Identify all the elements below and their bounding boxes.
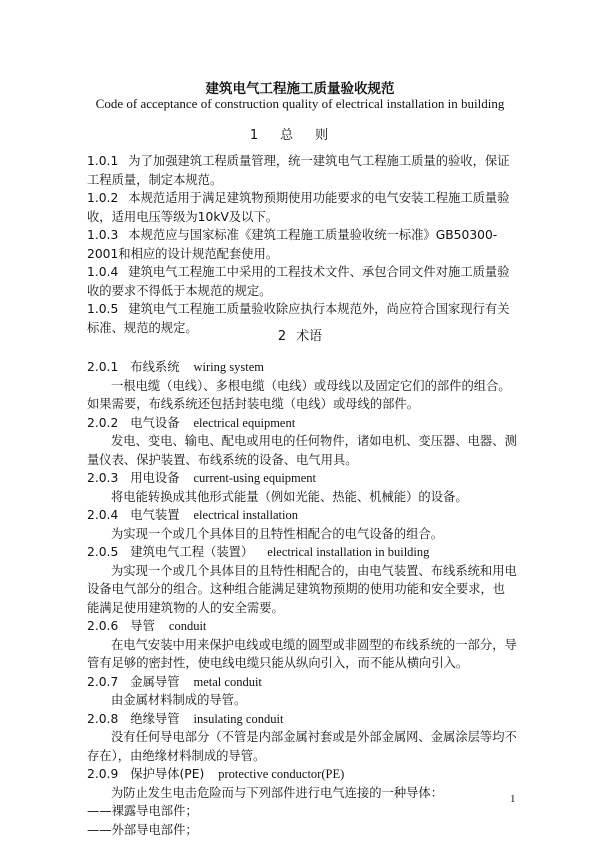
clause <box>87 189 517 226</box>
term-en: electrical installation <box>193 508 298 522</box>
clause-text: 建筑电气工程施工质量验收除应执行本规范外，尚应符合国家现行有关标准、规范的规定。 <box>87 302 510 335</box>
term-code: 2.0.5 <box>87 545 119 559</box>
term-en: current-using equipment <box>193 471 317 485</box>
term-cn: 电气设备 <box>130 415 180 430</box>
term-cn: 保护导体(PE) <box>130 767 205 781</box>
clause-text: 本规范应与国家标准《建筑工程施工质量验收统一标准》GB50300-2001和相应的设计规范配套使用。 <box>87 228 498 261</box>
term-heading <box>87 414 517 433</box>
term-en: insulating conduit <box>193 711 284 726</box>
term-cn: 建筑电气工程（装置） <box>130 545 254 559</box>
term-description: 由金属材料制成的导管。 <box>111 693 247 707</box>
term-heading <box>87 543 517 562</box>
term-heading <box>87 469 517 488</box>
chapter-title: 总则 <box>280 128 351 143</box>
clause-text: 为了加强建筑工程质量管理，统一建筑电气工程施工质量的验收，保证工程质量，制定本规范。 <box>87 154 510 187</box>
term-code: 2.0.9 <box>87 767 119 781</box>
clause <box>87 263 517 300</box>
term-cn: 导管 <box>130 619 155 633</box>
term-cn: 用电设备 <box>130 471 180 485</box>
term-cn: 布线系统 <box>130 360 180 374</box>
term-description: 为实现一个或几个具体目的且特性相配合的电气设备的组合。 <box>111 526 444 541</box>
dash-list-item: ——外部导电部件； <box>87 822 198 837</box>
term-cn: 电气装置 <box>130 508 180 522</box>
term-code: 2.0.7 <box>87 674 119 689</box>
term-description: 为实现一个或几个具体目的且特性相配合的，由电气装置、布线系统和用电设备电气部分的组合。这种组合能满足建筑物预期的使用功能和安全要求，也能满足使用建筑物的人的安全需要。 <box>87 563 517 615</box>
term-code: 2.0.3 <box>87 471 119 485</box>
term-heading <box>87 765 517 784</box>
section-general <box>87 152 517 337</box>
term-description: 没有任何导电部分（不管是内部金属衬套或是外部金属网、金属涂层等均不存在），由绝缘材料制成的导管。 <box>87 730 517 763</box>
clause-code: 1.0.1 <box>87 154 119 168</box>
term-code: 2.0.2 <box>87 415 119 430</box>
term-code: 2.0.1 <box>87 360 119 374</box>
clause-code: 1.0.2 <box>87 191 119 205</box>
term-description: 在电气安装中用来保护电线或电缆的圆型或非圆型的布线系统的一部分，导管有足够的密封性，使电线电缆只能从纵向引入，而不能从横向引入。 <box>87 637 517 670</box>
chapter-title: 术语 <box>296 329 323 344</box>
page-number: 1 <box>510 793 516 805</box>
clause-text: 建筑电气工程施工中采用的工程技术文件、承包合同文件对施工质量验收的要求不得低于本规范的规定。 <box>87 265 510 298</box>
term-en: conduit <box>168 619 207 633</box>
term-cn: 金属导管 <box>130 674 180 689</box>
document-title-en: Code of acceptance of construction quality of electrical installation in building <box>95 96 505 111</box>
term-en: metal conduit <box>193 674 262 689</box>
term-description: 发电、变电、输电、配电或用电的任何物件，诸如电机、变压器、电器、测量仪表、保护装置、布线系统的设备、电气用具。 <box>87 434 517 467</box>
term-heading <box>87 506 517 525</box>
chapter-1-heading <box>0 124 600 143</box>
clause-code: 1.0.5 <box>87 302 119 316</box>
chapter-number: 1 <box>249 128 259 143</box>
chapter-number: 2 <box>277 329 287 344</box>
term-en: electrical installation in building <box>267 545 430 559</box>
term-heading <box>87 358 517 377</box>
document-title-cn: 建筑电气工程施工质量验收规范 <box>205 81 395 97</box>
clause-text: 本规范适用于满足建筑物预期使用功能要求的电气安装工程施工质量验收，适用电压等级为10kV及以下。 <box>87 191 510 224</box>
term-code: 2.0.6 <box>87 619 119 633</box>
term-description: 将电能转换成其他形式能量（例如光能、热能、机械能）的设备。 <box>111 489 468 504</box>
clause <box>87 152 517 189</box>
term-code: 2.0.4 <box>87 508 119 522</box>
term-en: wiring system <box>193 360 264 374</box>
term-description: 一根电缆（电线）、多根电缆（电线）或母线以及固定它们的部件的组合。如果需要，布线系统还包括封装电缆（电线）或母线的部件。 <box>87 378 511 411</box>
term-en: electrical equipment <box>193 415 296 430</box>
term-heading <box>87 710 517 729</box>
section-terms <box>87 358 517 839</box>
term-description: 为防止发生电击危险而与下列部件进行电气连接的一种导体： <box>111 785 444 800</box>
term-heading <box>87 673 517 692</box>
clause <box>87 226 517 263</box>
term-code: 2.0.8 <box>87 711 119 726</box>
clause-code: 1.0.3 <box>87 228 119 242</box>
term-en: protective conductor(PE) <box>218 767 345 781</box>
dash-list-item: ——裸露导电部件； <box>87 804 198 818</box>
term-cn: 绝缘导管 <box>130 711 180 726</box>
chapter-2-heading <box>0 325 600 344</box>
term-heading <box>87 617 517 636</box>
clause-code: 1.0.4 <box>87 265 119 279</box>
